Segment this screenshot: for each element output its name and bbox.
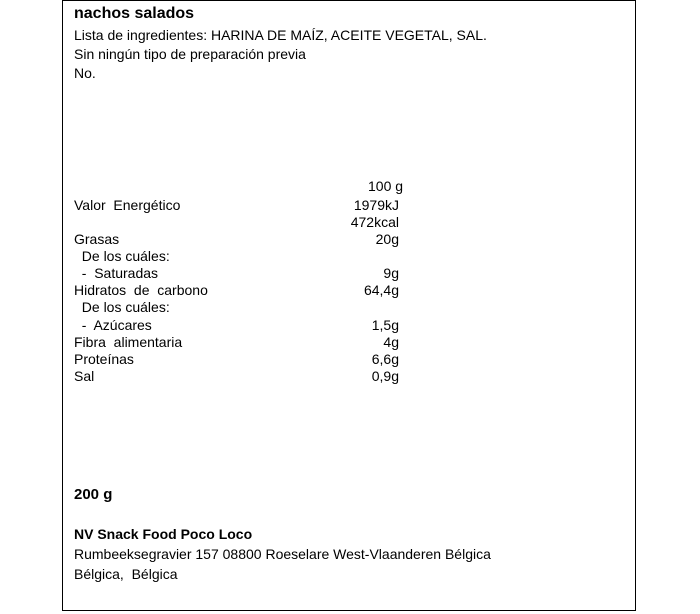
company-name: NV Snack Food Poco Loco (74, 526, 253, 542)
company-country: Bélgica, Bélgica (74, 566, 178, 582)
nutrient-label: Sal (74, 368, 95, 384)
label-frame (62, 0, 636, 611)
nutrient-value: 9g (383, 265, 399, 281)
nutrient-label: - Saturadas (74, 265, 159, 281)
ingredients-text: Lista de ingredientes: HARINA DE MAÍZ, ACEITE VEGETAL, SAL. (74, 27, 487, 43)
nutrient-value: 4g (383, 334, 399, 350)
company-address: Rumbeeksegravier 157 08800 Roeselare West-Vlaanderen Bélgica (74, 546, 491, 562)
product-name: nachos salados (74, 5, 195, 22)
nutrient-label: Hidratos de carbono (74, 282, 208, 298)
preparation-text: Sin ningún tipo de preparación previa (74, 46, 306, 62)
nutrient-value: 1,5g (371, 317, 399, 333)
nutrient-label: Grasas (74, 231, 120, 247)
nutrient-value: 6,6g (371, 351, 399, 367)
nutrient-label: De los cuáles: (74, 299, 170, 315)
nutrient-label: Fibra alimentaria (74, 334, 183, 350)
net-weight: 200 g (74, 486, 113, 503)
nutrient-label: Proteínas (74, 351, 134, 367)
nutrient-label: De los cuáles: (74, 248, 170, 264)
nutrient-value: 64,4g (363, 282, 399, 298)
nutrient-label: - Azúcares (74, 317, 152, 333)
nutrition-header: 100 g (368, 178, 404, 194)
nutrient-value: 1979kJ (353, 197, 399, 213)
nutrient-value: 0,9g (371, 368, 399, 384)
extra-text: No. (74, 65, 96, 81)
nutrient-value: 472kcal (350, 214, 399, 230)
nutrient-value: 20g (375, 231, 399, 247)
nutrient-label: Valor Energético (74, 197, 181, 213)
